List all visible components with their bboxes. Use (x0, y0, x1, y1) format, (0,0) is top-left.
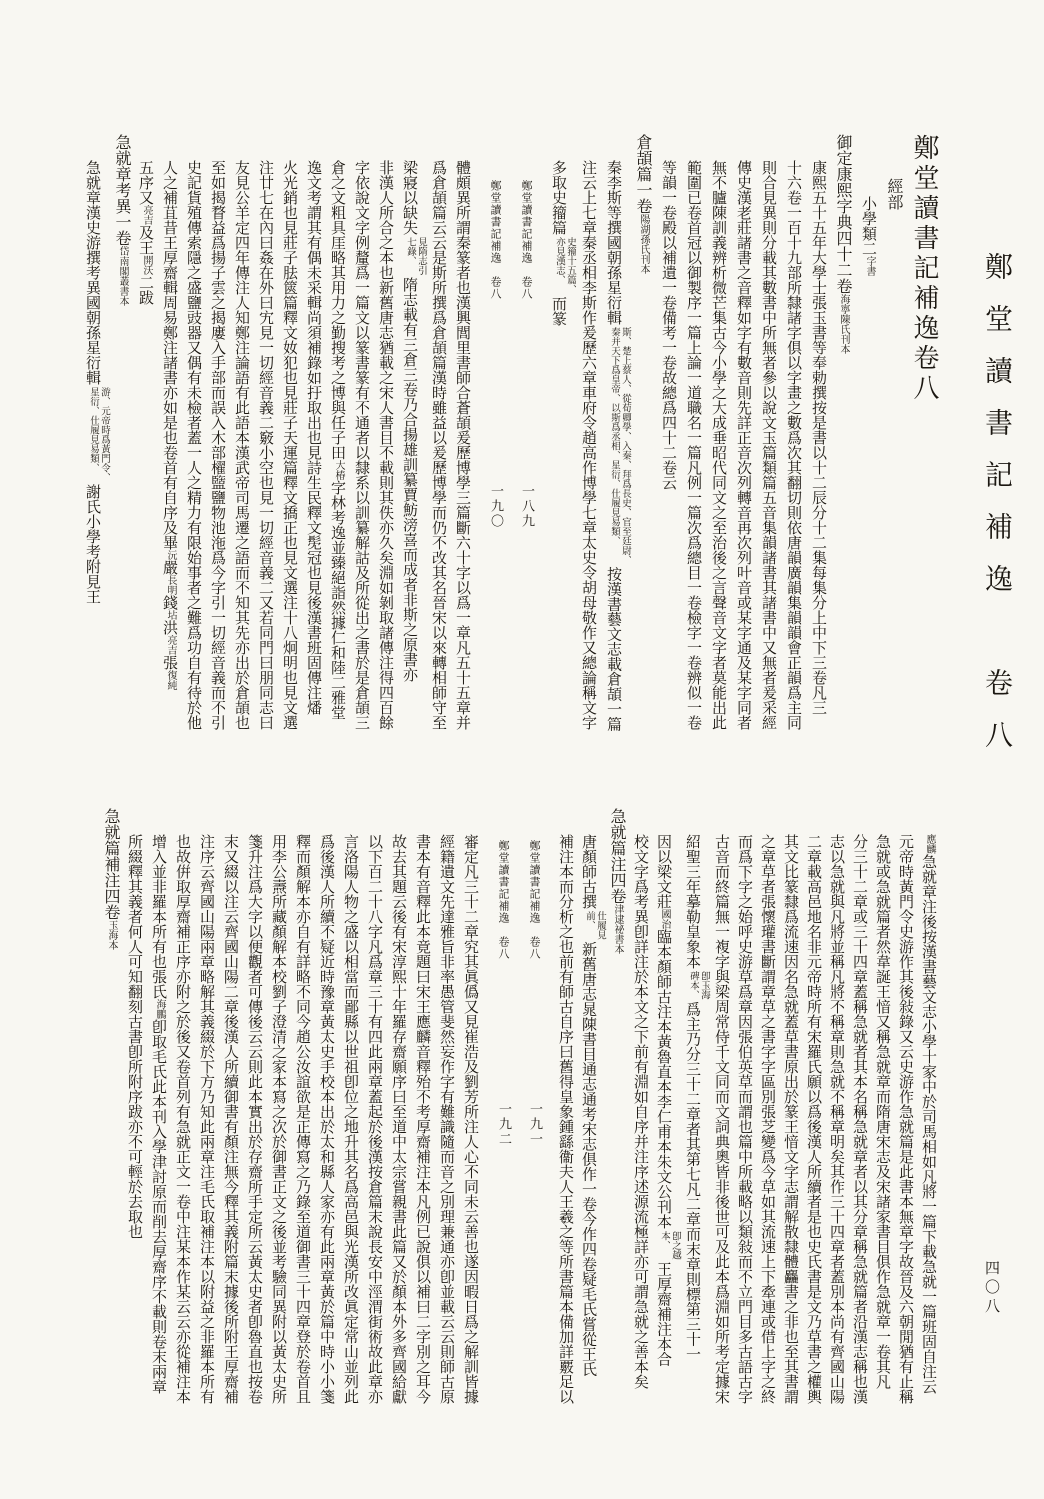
entry-title-column (831, 132, 856, 772)
column-text: 梁寢以缺失 (401, 160, 419, 235)
interlinear-note (117, 246, 128, 306)
body-column (779, 806, 802, 1466)
note-line: 應麟 (924, 834, 935, 854)
folio-number: 一九〇 (488, 484, 503, 529)
body-column (802, 806, 825, 1466)
column-text: 末又綴以注云齊國山陽二章後漢人所續御書有顏注無今釋其義附篇末據後所附王厚齋補 (222, 834, 240, 1404)
column-text: 其文比篆隸爲流速因名急就蓋草書原出於篆王愔文字志謂解散隸體麤書之非也至其書謂 (782, 834, 800, 1404)
folio-number: 一九一 (527, 1102, 542, 1147)
body-column (459, 806, 483, 1466)
note-line: 坫 (165, 610, 176, 620)
column-text: 所綴釋其義者何人可知翻刻古書卽所附序跋亦不可輕於去取也 (126, 834, 144, 1239)
note-line: 亦見漢志、 (554, 237, 565, 285)
column-text: 王厚齋補注本合 (655, 1261, 673, 1367)
note-line: 岱南閣叢書本 (117, 246, 128, 306)
column-text: 十六卷一百十九部所隸諸字俱以字畫之數爲次其翻切則依唐韻廣韻集韻韻會正韻爲主同 (785, 160, 803, 730)
note-line: 仕履見 (595, 911, 606, 940)
body-column (171, 806, 195, 1466)
column-text: 經籍遺文先達雅旨非率愚管斐然妄作字有難識隨而音之別理兼通亦卽並載云云則師古原 (438, 834, 456, 1404)
interlinear-note (165, 670, 176, 690)
body-column (147, 806, 171, 1466)
column-text: 至如揭瞀益爲揚子雲之揭廔入手部而誤入木部櫂盬鹽物池沲爲今字引一切經音義而不引 (209, 160, 227, 730)
column-text: 之章草者張懷瓘書斷謂章草之書字字區別張芝變爲今草如其流速上下牽連或借上字之終 (759, 834, 777, 1404)
column-text: 小學類二 (860, 196, 878, 256)
column-text: 臨本顏師古注本黃魯直本李仁甫本朱文公刊本 (655, 929, 673, 1229)
note-line: 前、 (584, 911, 595, 930)
column-text: 字林考逸並臻絕詣然據仁和陸二雅堂 (329, 480, 347, 720)
column-text: 嚴 (161, 560, 179, 575)
note-line: 海寧陳氏刊本 (838, 294, 849, 354)
note-line: 字書 (864, 256, 875, 276)
column-text: 故去其題云後有宋淳熙十年羅存齋願序曰至道中太宗嘗親書此篇又於顏本外多齊國給獻 (390, 834, 408, 1404)
note-line: 星衍、仕履見易類、 (88, 387, 99, 473)
body-column (315, 806, 339, 1466)
column-text: 急就篇補注四卷 (102, 808, 121, 920)
body-column (681, 132, 706, 772)
column-text: 則合見異則分載其數書中所無者參以說文玉篇類篇五音集韻諸書其諸書中又無者爰采經 (760, 160, 778, 730)
column-text: 爲倉頡篇云云是斯所撰爲倉頡篇漢時雖益以爰歷博學而仍不改其名晉宋以來轉相師守至 (430, 160, 448, 730)
note-line: 陽湖孫氏刊本 (638, 214, 649, 274)
column-text: 注云上七章秦丞相李斯作爰歷六章車府令趙高作博學七章太史令胡母敬作又總論稱文字 (580, 160, 598, 730)
note-line: 斯、楚上蔡人、從荀卿學、入秦、拜爲長史、官至廷尉、 (620, 327, 631, 565)
body-column (917, 806, 941, 1466)
interlinear-note (864, 256, 875, 276)
body-column (182, 132, 206, 772)
body-column (756, 806, 779, 1466)
interlinear-note (554, 237, 576, 294)
column-text: 倉之文粗具厓略其用力之勤搜考之博與任子田 (329, 160, 347, 460)
column-text: 志以急就與凡將並稱凡將不稱章則急就不稱章明矣其作三十四章者蓋別本尚有齊國山陽 (828, 834, 846, 1404)
body-column (601, 132, 631, 772)
column-text: 審定凡三十二章究其眞僞又見崔浩及劉芳所注人心不同未云善也遂因暇日爲之解訓皆據 (462, 834, 480, 1404)
interlinear-note (609, 327, 631, 565)
interlinear-note (638, 214, 649, 274)
interlinear-note (659, 1231, 681, 1260)
column-text: 體頗異所謂秦篆者也漢興閭里書師合蒼頡爰歷博學三篇斷六十字以爲一章凡五十五章并 (454, 160, 472, 730)
entry-title-column (99, 806, 123, 1466)
book-spread-top (84, 132, 941, 772)
column-text: 而篆 (550, 296, 568, 326)
body-column (326, 132, 350, 772)
interlinear-note (141, 205, 152, 225)
column-text: 紹聖三年摹勒皇象本 (684, 834, 702, 969)
note-line: 開沃 (141, 255, 152, 275)
interlinear-note (612, 904, 623, 954)
fold-title: 鄭堂讀書記補逸 卷八 (528, 840, 541, 960)
note-line: 沅 (165, 550, 176, 560)
interlinear-note (838, 294, 849, 354)
column-text: 逸文考謂其有偶未采輯尚須補錄如扜取出也見詩生民釋文髧冠也見後漢書班固傳注燔 (305, 160, 323, 715)
body-column (134, 132, 158, 772)
body-column (546, 132, 576, 772)
body-column (206, 132, 230, 772)
body-column (435, 806, 459, 1466)
folio-number: 一九二 (496, 1102, 511, 1147)
interlinear-note (165, 635, 176, 655)
interlinear-note (154, 999, 165, 1019)
body-column (243, 806, 267, 1466)
body-column (387, 806, 411, 1466)
subsection-column (856, 132, 882, 772)
column-text: 火光銷也見莊子胠篋篇釋文奻犯也見莊子天運篇釋文撟正也見文選注十八炯明也見文選 (281, 160, 299, 730)
column-text: 釋而顏解本亦自有詳略不同今趙公汝誼欲是正傳寫之乃錄至道御書三十四章登於卷首且 (294, 834, 312, 1404)
body-column (427, 132, 451, 772)
body-column (756, 132, 781, 772)
note-line: 本、 (659, 1231, 670, 1250)
note-line: 津逮祕書本 (612, 904, 623, 954)
body-column (781, 132, 806, 772)
entry-title-column (606, 806, 629, 1466)
body-column (350, 132, 374, 772)
column-text: 錢 (161, 595, 179, 610)
column-text: 史記貨殖傳索隱之盛鹽豉器又偶有未檢者蓋一人之精力有限始事者之難爲功自有待於他 (185, 160, 203, 730)
note-line: 國治 (659, 909, 670, 929)
body-column (302, 132, 326, 772)
body-column (825, 806, 848, 1466)
column-text: 二章載高邑地名非元帝時所有宋羅氏願以爲後漢人所續者是也史氏書是文乃草書之權輿 (805, 834, 823, 1404)
body-column (731, 132, 756, 772)
interlinear-note (165, 575, 176, 595)
body-column (576, 132, 601, 772)
column-text: 倉頡篇一卷 (634, 134, 653, 214)
column-text: 無不臚陳訓義辨析微芒集古今小學之大成垂昭代同文之至治後之言聲音文字者莫能出此 (710, 160, 728, 730)
body-column (652, 806, 681, 1466)
body-column (710, 806, 733, 1466)
body-column (411, 806, 435, 1466)
body-column (254, 132, 278, 772)
column-text: 多取史籀篇 (550, 160, 568, 235)
column-text: 注序云齊國山陽兩章略解其義綴於下方乃知此兩章注毛氏取補注本以附益之非羅本所有 (198, 834, 216, 1404)
body-column (219, 806, 243, 1466)
note-line: 史籀十五篇、 (565, 237, 576, 294)
body-column (291, 806, 315, 1466)
interlinear-note (924, 834, 935, 854)
book-spread-bottom (95, 806, 941, 1466)
column-text: 因以梁文莊 (655, 834, 673, 909)
column-text: 經部 (885, 178, 904, 210)
column-text: 二跋 (137, 275, 155, 305)
column-text: 以下百二十八字凡爲章三十有四此兩章蓋起於後漢按倉篇末說長安中涇渭街術故此章亦 (366, 834, 384, 1404)
column-text: 字依說文字例釐爲一篇文以篆書篆有不通者以隸系以訓纂解詁及所從出之書於是倉頡三 (353, 160, 371, 730)
interlinear-note (405, 237, 427, 275)
volume-title-column (907, 132, 941, 772)
interlinear-note (659, 909, 670, 929)
body-column (363, 806, 387, 1466)
column-text: 按漢書藝文志載倉頡一篇 (605, 566, 623, 732)
fold-column (523, 806, 545, 1466)
column-text: 古音而終篇無一複字與梁周常侍千文同而文詞典奧皆非後世可及此本爲淵如所考定據宋 (713, 834, 731, 1404)
column-text: 急就篇注四卷 (608, 808, 627, 904)
fold-title: 鄭堂讀書記補逸 卷八 (497, 840, 510, 960)
interlinear-note (141, 255, 152, 275)
column-text: 及王 (137, 225, 155, 255)
column-text: 也故倂取厚齋補正序亦附之於後又卷首列有急就正文一卷中注某本作某云云亦從補注本 (174, 834, 192, 1404)
folio-number: 一八九 (519, 484, 534, 529)
interlinear-note (106, 920, 117, 950)
column-text: 增入並非羅本所有也張氏 (150, 834, 168, 999)
column-text: 分三十二章或三十四章蓋稱急就者其本名稱急就章者以其分章稱急就篇者沿漢志稱也漢 (851, 834, 869, 1404)
body-column (577, 806, 606, 1466)
body-column (894, 806, 917, 1466)
note-line: 復純 (165, 670, 176, 690)
note-line: 卽之越 (670, 1231, 681, 1260)
body-column (733, 806, 756, 1466)
column-text: 而爲下字之始呼史游草爲章因張伯英草而謂也篇中所載略以類敍而不立門目多古語古字 (736, 834, 754, 1404)
column-text: 康熙五十五年大學士張玉書等奉勅撰按是書以十二辰分十二集每集分上中下三卷凡三 (810, 160, 828, 715)
note-line: 見隋志引 (416, 237, 427, 275)
column-text: 五序又 (137, 160, 155, 205)
column-text: 張 (161, 655, 179, 670)
fold-title: 鄭堂讀書記補逸 卷八 (489, 180, 502, 300)
column-text: 急就或急就篇者然韋誕王愔又稱急就章而隋唐宋志及宋諸家書目俱作急就章一卷其凡 (874, 834, 892, 1389)
body-column (681, 806, 710, 1466)
column-text: 新舊唐志晁陳書目通志通考宋志俱作一卷今作四卷疑毛氏嘗從王氏 (580, 941, 598, 1377)
note-line: 玉海本 (106, 920, 117, 950)
body-column (158, 132, 182, 772)
column-text: 急就章考異一卷 (113, 134, 132, 246)
column-text: 卽取毛氏此本刊入學津討原而削去厚齋序不載則卷末兩章 (150, 1019, 168, 1394)
column-text: 補注本而分析之也前有師古自序曰舊得皇象鍾繇衞夫人王羲之等所書篇本備加詳覈足以 (557, 834, 575, 1404)
body-column (848, 806, 871, 1466)
column-text: 箋升注爲大字以便觀者可傳後云云則此本實出於存齋所手定所云黃太史者卽魯直也按卷 (246, 834, 264, 1404)
column-text: 範圍已卷首冠以御製序一篇上論一道職名一篇凡例一篇次爲總目一卷檢字一卷辨似一卷 (685, 160, 703, 730)
column-text: 等韻一卷殿以補遺一卷備考一卷故總爲四十二卷云 (660, 160, 678, 490)
note-line: 亮吉 (141, 205, 152, 225)
body-column (123, 806, 147, 1466)
body-column (81, 132, 110, 772)
body-column (656, 132, 681, 772)
print-page-number: 四〇八 (983, 1260, 1001, 1317)
body-column (230, 132, 254, 772)
note-line: 游、元帝時爲黃門令、 (99, 387, 110, 482)
body-column (374, 132, 398, 772)
column-text: 校文字爲考異卽詳注於本文之下前有淵如自序并注序述源流極詳亦可謂急就之善本矣 (632, 834, 650, 1389)
interlinear-note (88, 387, 110, 482)
column-text: 唐顏師古撰 (580, 834, 598, 909)
column-text: 謝氏小學考附見王 (84, 484, 102, 604)
body-column (871, 806, 894, 1466)
interlinear-note (688, 971, 710, 1000)
note-line: 亮吉 (165, 635, 176, 655)
entry-title-column (631, 132, 656, 772)
column-text: 注廿七在內曰姦在外曰宄見一切經音義二竅小空也見一切經音義二又若同門曰朋同志曰 (257, 160, 275, 730)
body-column (451, 132, 475, 772)
entry-title-column (110, 132, 134, 772)
column-text: 隋志載有三倉三卷乃合揚雄訓纂賈魴滂喜而成者非斯之原書亦 (401, 277, 419, 682)
column-text: 洪 (161, 620, 179, 635)
interlinear-note (165, 610, 176, 620)
body-column (339, 806, 363, 1466)
column-text: 元帝時黃門令史游作其後敍錄又云史游作急就篇是此書本無章字故晉及六朝閒猶有止稱 (897, 834, 915, 1404)
column-text: 急就章漢史游撰考異國朝孫星衍輯 (84, 160, 102, 385)
spine-title: 鄭堂讀書記補逸 卷八 (981, 252, 1014, 772)
body-column (398, 132, 427, 772)
body-column (629, 806, 652, 1466)
section-column (882, 132, 907, 772)
fold-column (492, 806, 514, 1466)
body-column (706, 132, 731, 772)
note-line: 碑本、 (688, 971, 699, 1000)
fold-column (515, 132, 537, 772)
column-text: 爲主乃分三十二章者其第七凡二章而末章則標第三十一 (684, 1001, 702, 1362)
interlinear-note (165, 550, 176, 560)
interlinear-note (584, 911, 606, 940)
body-column (806, 132, 831, 772)
column-text: 傳史漢老莊諸書之音釋如字有數音則先詳正音次列轉音再次列叶音或某字通及某字同者 (735, 160, 753, 730)
body-column (195, 806, 219, 1466)
column-text: 秦李斯等撰國朝孫星衍輯 (605, 160, 623, 325)
column-text: 用李公燾所藏顏解本校劉子澄清之家本寫之次於御書正文之後並考驗同異附以黃太史所 (270, 834, 288, 1404)
column-text: 鄭堂讀書記補逸卷八 (909, 134, 939, 404)
note-line: 七錄、 (405, 237, 416, 266)
interlinear-note (333, 460, 344, 480)
column-text: 言洛陽人物之盛以相當而鄙縣以世祖卽位之地升其名爲高邑與光漢所改眞定常山並列此 (342, 834, 360, 1404)
note-line: 秦并天下爲皇帝、以斯爲丞相、星衍、仕履見易類、 (609, 327, 620, 546)
note-line: 海鵬 (154, 999, 165, 1019)
column-text: 書本有音釋此本竟題曰宋王應麟音釋殆不考厚齋補注本凡例已說俱以補曰二字別之耳今 (414, 834, 432, 1404)
column-text: 急就章注後按漢書藝文志小學十家中於司馬相如凡將一篇下載急就一篇班固自注云 (920, 854, 938, 1394)
note-line: 卽玉海 (699, 971, 710, 1000)
body-column (554, 806, 577, 1466)
note-line: 長明 (165, 575, 176, 595)
note-line: 大椿 (333, 460, 344, 480)
column-text: 人之補苴昔王厚齋輯周易鄭注諸書亦如是也卷首有自序及畢 (161, 160, 179, 550)
column-text: 非漢人所合之本也新舊唐志猶載之宋人書目不載則其佚亦久矣淵如剝取諸傳注得四百餘 (377, 160, 395, 730)
fold-title: 鄭堂讀書記補逸 卷八 (520, 180, 533, 300)
body-column (278, 132, 302, 772)
body-column (267, 806, 291, 1466)
column-text: 友見公羊定四年傳注人知鄭注論語有此語本漢武帝司馬遷之語而不知其先亦出於倉頡也 (233, 160, 251, 730)
fold-column (484, 132, 506, 772)
column-text: 御定康熙字典四十二卷 (834, 134, 853, 294)
column-text: 爲後漢人所續不疑近時豫章黃太史手校本出於太和縣人家亦有此兩章黃於篇中時小小箋 (318, 834, 336, 1404)
